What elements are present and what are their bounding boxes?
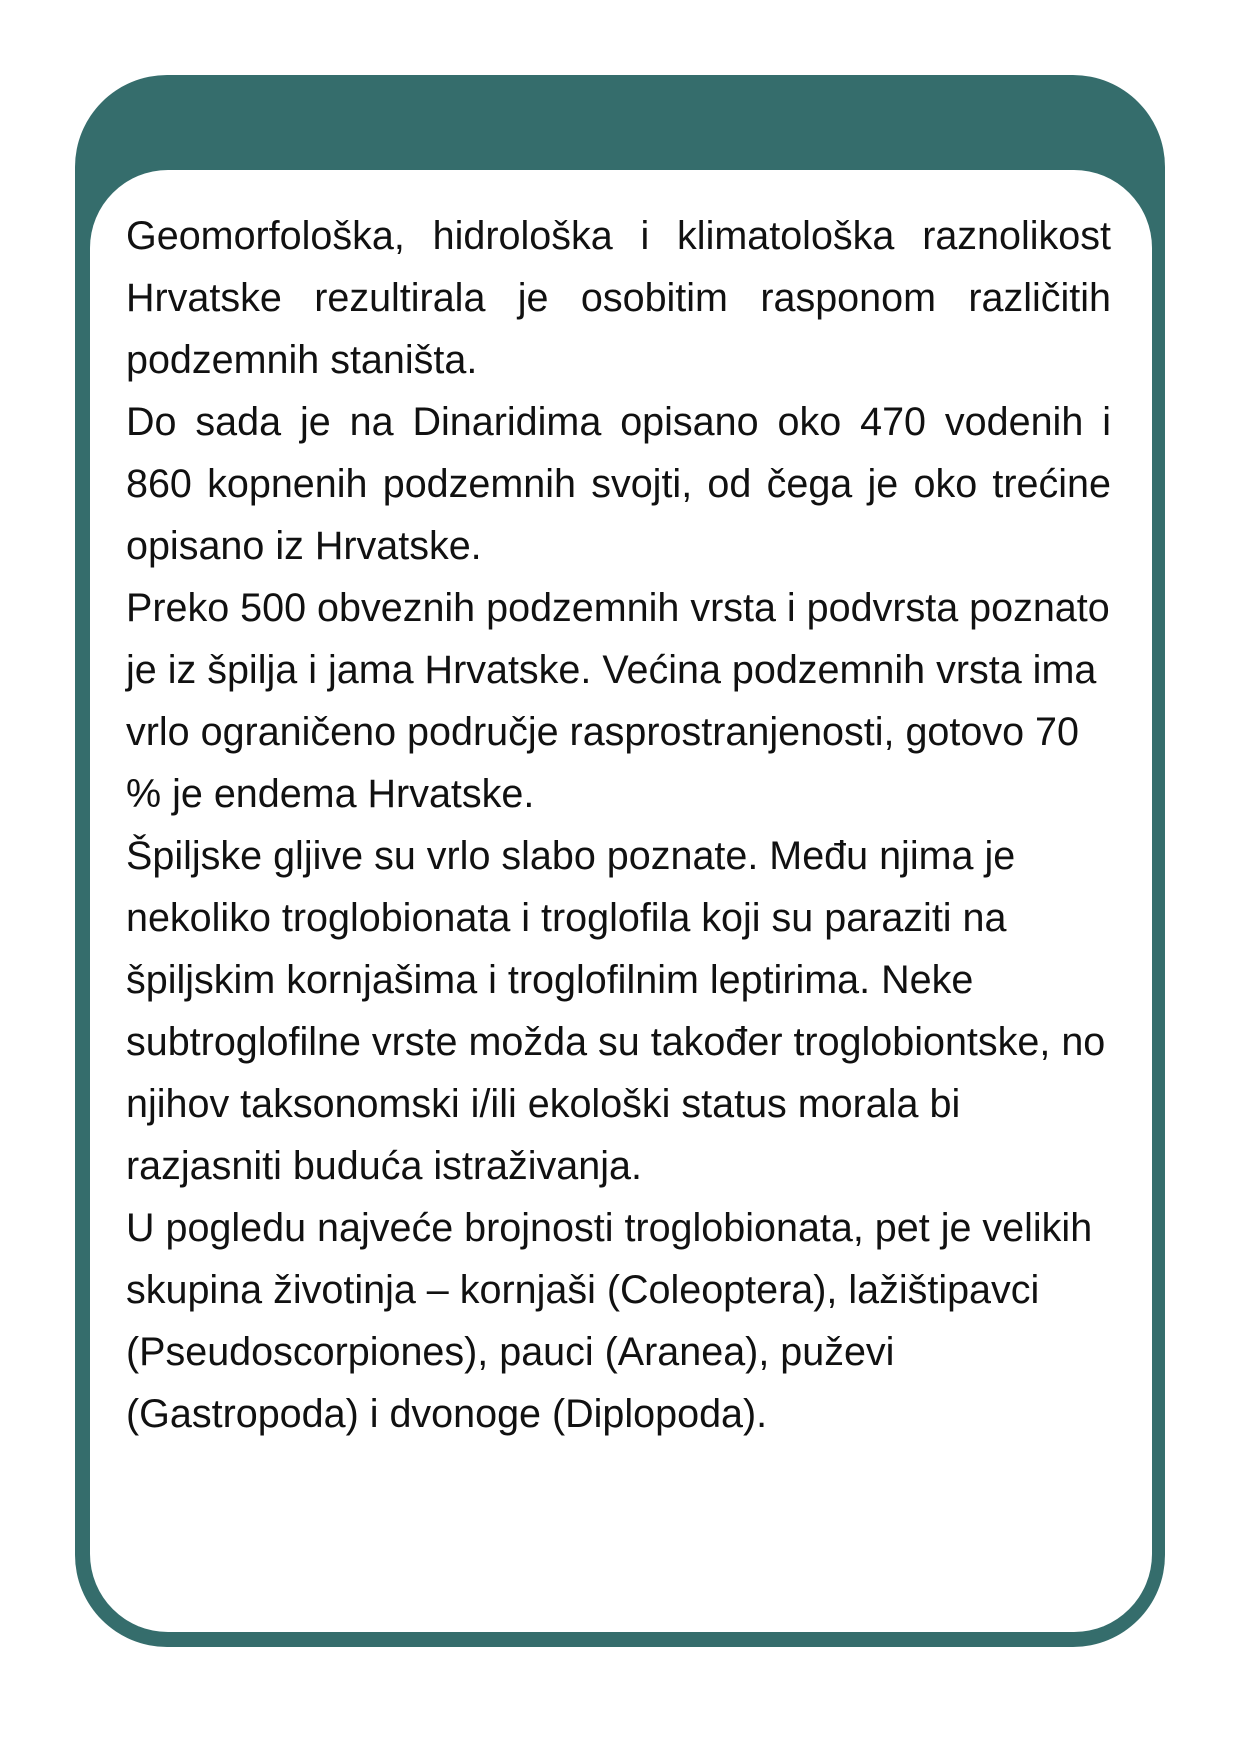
paragraph-troglobiont-groups: U pogledu najveće brojnosti troglobionata, pet je velikih skupina životinja – kornjaši (Coleoptera), lažištipavci (Pseudoscorpiones), pauci (Aranea), puževi (Gastropoda) i dvonoge (Diplopoda). (126, 1206, 1093, 1436)
paragraph-habitat-diversity: Geomorfološka, hidrološka i klimatološka raznolikost Hrvatske rezultirala je osobitim rasponom različitih podzemnih staništa. (126, 214, 1111, 382)
paragraph-obligate-species: Preko 500 obveznih podzemnih vrsta i podvrsta poznato je iz špilja i jama Hrvatske. Većina podzemnih vrsta ima vrlo ograničeno područje rasprostranjenosti, gotovo 70 % je endema Hrvatske. (126, 586, 1110, 816)
card-text (126, 205, 1111, 1445)
paragraph-cave-fungi: Špiljske gljive su vrlo slabo poznate. Među njima je nekoliko troglobionata i troglofila koji su paraziti na špiljskim kornjašima i troglofilnim leptirima. Neke subtroglofilne vrste možda su također troglobiontske, no njihov taksonomski i/ili ekološki status morala bi razjasniti buduća istraživanja. (126, 834, 1106, 1188)
paragraph-dinaric-taxa: Do sada je na Dinaridima opisano oko 470 vodenih i 860 kopnenih podzemnih svojti, od čega je oko trećine opisano iz Hrvatske. (126, 400, 1111, 568)
